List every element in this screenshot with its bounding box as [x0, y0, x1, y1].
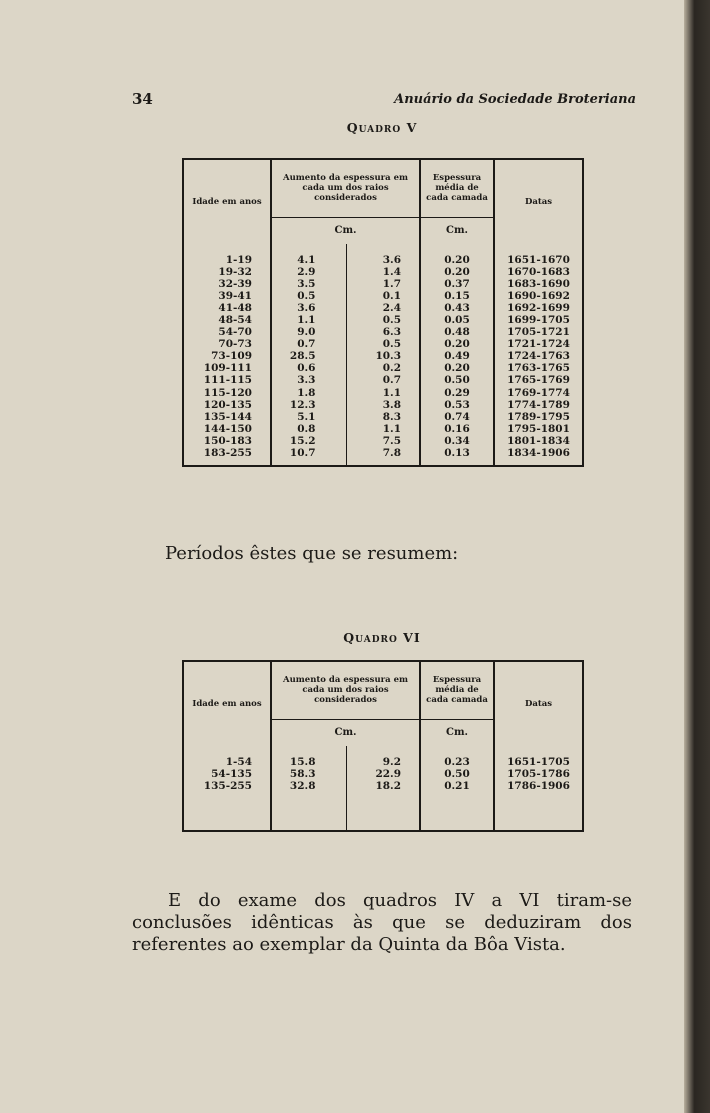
cell-age: 1-54	[183, 756, 271, 768]
cell-age: 109-111	[183, 362, 271, 374]
cell-radius-1: 0.5	[271, 290, 346, 302]
cell-radius-1: 9.0	[271, 326, 346, 338]
cell-age: 115-120	[183, 387, 271, 399]
cell-radius-2: 1.7	[346, 278, 420, 290]
cell-radius-1: 3.6	[271, 302, 346, 314]
table-row	[183, 447, 583, 459]
table-row	[183, 362, 583, 374]
cell-age: 70-73	[183, 338, 271, 350]
cell-radius-1: 1.8	[271, 387, 346, 399]
cell-radius-2: 7.5	[346, 435, 420, 447]
cell-age: 48-54	[183, 314, 271, 326]
table6-header-age: Idade em anos	[183, 661, 271, 746]
cell-radius-2: 6.3	[346, 326, 420, 338]
cell-radius-1: 0.6	[271, 362, 346, 374]
table-row	[183, 254, 583, 266]
cell-dates: 1769-1774	[507, 386, 570, 399]
cell-age: 144-150	[183, 423, 271, 435]
table5	[182, 158, 584, 467]
table6-header-dates: Datas	[494, 661, 583, 746]
cell-thickness: 0.05	[420, 314, 494, 326]
cell-dates: 1705-1786	[507, 767, 570, 780]
journal-title: Anuário da Sociedade Broteriana	[394, 92, 636, 107]
cell-radius-2: 3.8	[346, 399, 420, 411]
cell-age: 150-183	[183, 435, 271, 447]
cell-thickness: 0.20	[420, 254, 494, 266]
table-row	[183, 423, 583, 435]
cell-dates: 1789-1795	[507, 410, 570, 423]
cell-radius-1: 3.3	[271, 374, 346, 386]
cell-dates: 1774-1789	[507, 398, 570, 411]
book-spine	[684, 0, 710, 1113]
table-spacer	[183, 459, 583, 466]
cell-thickness: 0.43	[420, 302, 494, 314]
cell-radius-2: 2.4	[346, 302, 420, 314]
cell-thickness: 0.29	[420, 387, 494, 399]
cell-age: 73-109	[183, 350, 271, 362]
cell-radius-2: 7.8	[346, 447, 420, 459]
running-head	[132, 90, 636, 110]
cell-dates: 1765-1769	[507, 374, 570, 387]
cell-radius-1: 2.9	[271, 266, 346, 278]
table6	[182, 660, 584, 832]
cell-dates: 1801-1834	[507, 434, 570, 447]
table-row	[183, 338, 583, 350]
cell-thickness: 0.37	[420, 278, 494, 290]
table-row	[183, 302, 583, 314]
table-row	[183, 350, 583, 362]
cell-age: 135-255	[183, 780, 271, 792]
cell-dates: 1651-1670	[507, 253, 570, 266]
cell-age: 183-255	[183, 447, 271, 459]
cell-radius-2: 1.1	[346, 423, 420, 435]
table5-unit-thickness: Cm.	[420, 217, 494, 244]
cell-dates: 1834-1906	[507, 447, 570, 459]
table5-header-increase: Aumento da espessura em cada um dos raios considerados	[271, 159, 420, 217]
table-row	[183, 756, 583, 768]
cell-thickness: 0.74	[420, 411, 494, 423]
cell-radius-1: 12.3	[271, 399, 346, 411]
cell-dates: 1763-1765	[507, 362, 570, 375]
cell-thickness: 0.13	[420, 447, 494, 459]
cell-radius-2: 0.2	[346, 362, 420, 374]
cell-dates: 1699-1705	[507, 313, 570, 326]
cell-age: 120-135	[183, 399, 271, 411]
cell-thickness: 0.48	[420, 326, 494, 338]
cell-radius-2: 22.9	[346, 768, 420, 780]
cell-thickness: 0.53	[420, 399, 494, 411]
cell-radius-1: 0.7	[271, 338, 346, 350]
paragraph-summary: Períodos êstes que se resumem:	[165, 543, 459, 564]
table-row	[183, 411, 583, 423]
cell-thickness: 0.50	[420, 374, 494, 386]
cell-thickness: 0.21	[420, 780, 494, 792]
cell-thickness: 0.34	[420, 435, 494, 447]
cell-thickness: 0.20	[420, 362, 494, 374]
cell-radius-1: 28.5	[271, 350, 346, 362]
paragraph-conclusion: E do exame dos quadros IV a VI tiram-se conclusões idênticas às que se deduziram dos referentes ao exemplar da Quinta da Bôa Vista.	[132, 890, 632, 955]
table-row	[183, 374, 583, 386]
cell-thickness: 0.50	[420, 768, 494, 780]
cell-thickness: 0.23	[420, 756, 494, 768]
cell-radius-1: 32.8	[271, 780, 346, 792]
cell-age: 54-135	[183, 768, 271, 780]
cell-age: 54-70	[183, 326, 271, 338]
table5-header-thickness: Espessura média de cada camada	[420, 159, 494, 217]
cell-thickness: 0.16	[420, 423, 494, 435]
cell-dates: 1670-1683	[507, 265, 570, 278]
table5-unit-increase: Cm.	[271, 217, 420, 244]
table5-caption: Quadro V	[346, 120, 418, 135]
cell-radius-2: 1.4	[346, 266, 420, 278]
cell-radius-2: 3.6	[346, 254, 420, 266]
table-row	[183, 768, 583, 780]
table-row	[183, 399, 583, 411]
table6-unit-thickness: Cm.	[420, 719, 494, 746]
table-spacer	[183, 792, 583, 831]
cell-radius-1: 10.7	[271, 447, 346, 459]
cell-age: 32-39	[183, 278, 271, 290]
cell-radius-1: 15.2	[271, 435, 346, 447]
table-row	[183, 266, 583, 278]
cell-dates: 1786-1906	[507, 779, 570, 792]
cell-radius-2: 1.1	[346, 387, 420, 399]
table5-body	[183, 244, 583, 467]
cell-dates: 1690-1692	[507, 289, 570, 302]
cell-dates: 1692-1699	[507, 301, 570, 314]
cell-radius-1: 15.8	[271, 756, 346, 768]
table-row	[183, 278, 583, 290]
table6-header-thickness: Espessura média de cada camada	[420, 661, 494, 719]
cell-dates: 1705-1721	[507, 326, 570, 339]
cell-age: 19-32	[183, 266, 271, 278]
cell-age: 135-144	[183, 411, 271, 423]
cell-radius-2: 9.2	[346, 756, 420, 768]
cell-thickness: 0.20	[420, 266, 494, 278]
cell-radius-1: 4.1	[271, 254, 346, 266]
cell-radius-2: 8.3	[346, 411, 420, 423]
cell-radius-2: 0.7	[346, 374, 420, 386]
cell-radius-1: 1.1	[271, 314, 346, 326]
cell-dates: 1724-1763	[507, 350, 570, 363]
table6-header-increase: Aumento da espessura em cada um dos raios considerados	[271, 661, 420, 719]
cell-dates: 1721-1724	[507, 338, 570, 351]
cell-radius-2: 18.2	[346, 780, 420, 792]
cell-radius-1: 5.1	[271, 411, 346, 423]
cell-radius-2: 0.5	[346, 314, 420, 326]
table5-header-age: Idade em anos	[183, 159, 271, 244]
table5-header-dates: Datas	[494, 159, 583, 244]
table-row	[183, 435, 583, 447]
cell-radius-1: 3.5	[271, 278, 346, 290]
table-row	[183, 326, 583, 338]
cell-thickness: 0.49	[420, 350, 494, 362]
cell-thickness: 0.15	[420, 290, 494, 302]
table-row	[183, 290, 583, 302]
cell-thickness: 0.20	[420, 338, 494, 350]
table-row	[183, 780, 583, 792]
cell-radius-2: 10.3	[346, 350, 420, 362]
table6-unit-increase: Cm.	[271, 719, 420, 746]
table-row	[183, 387, 583, 399]
page-number: 34	[132, 90, 153, 108]
table-spacer	[183, 746, 583, 756]
table-spacer	[183, 244, 583, 254]
cell-dates: 1683-1690	[507, 277, 570, 290]
cell-age: 111-115	[183, 374, 271, 386]
cell-radius-1: 0.8	[271, 423, 346, 435]
cell-radius-1: 58.3	[271, 768, 346, 780]
cell-dates: 1795-1801	[507, 422, 570, 435]
table6-body	[183, 746, 583, 831]
cell-age: 1-19	[183, 254, 271, 266]
cell-age: 39-41	[183, 290, 271, 302]
cell-radius-2: 0.5	[346, 338, 420, 350]
cell-radius-2: 0.1	[346, 290, 420, 302]
table-row	[183, 314, 583, 326]
cell-age: 41-48	[183, 302, 271, 314]
cell-dates: 1651-1705	[507, 755, 570, 768]
table6-caption: Quadro VI	[343, 630, 421, 645]
